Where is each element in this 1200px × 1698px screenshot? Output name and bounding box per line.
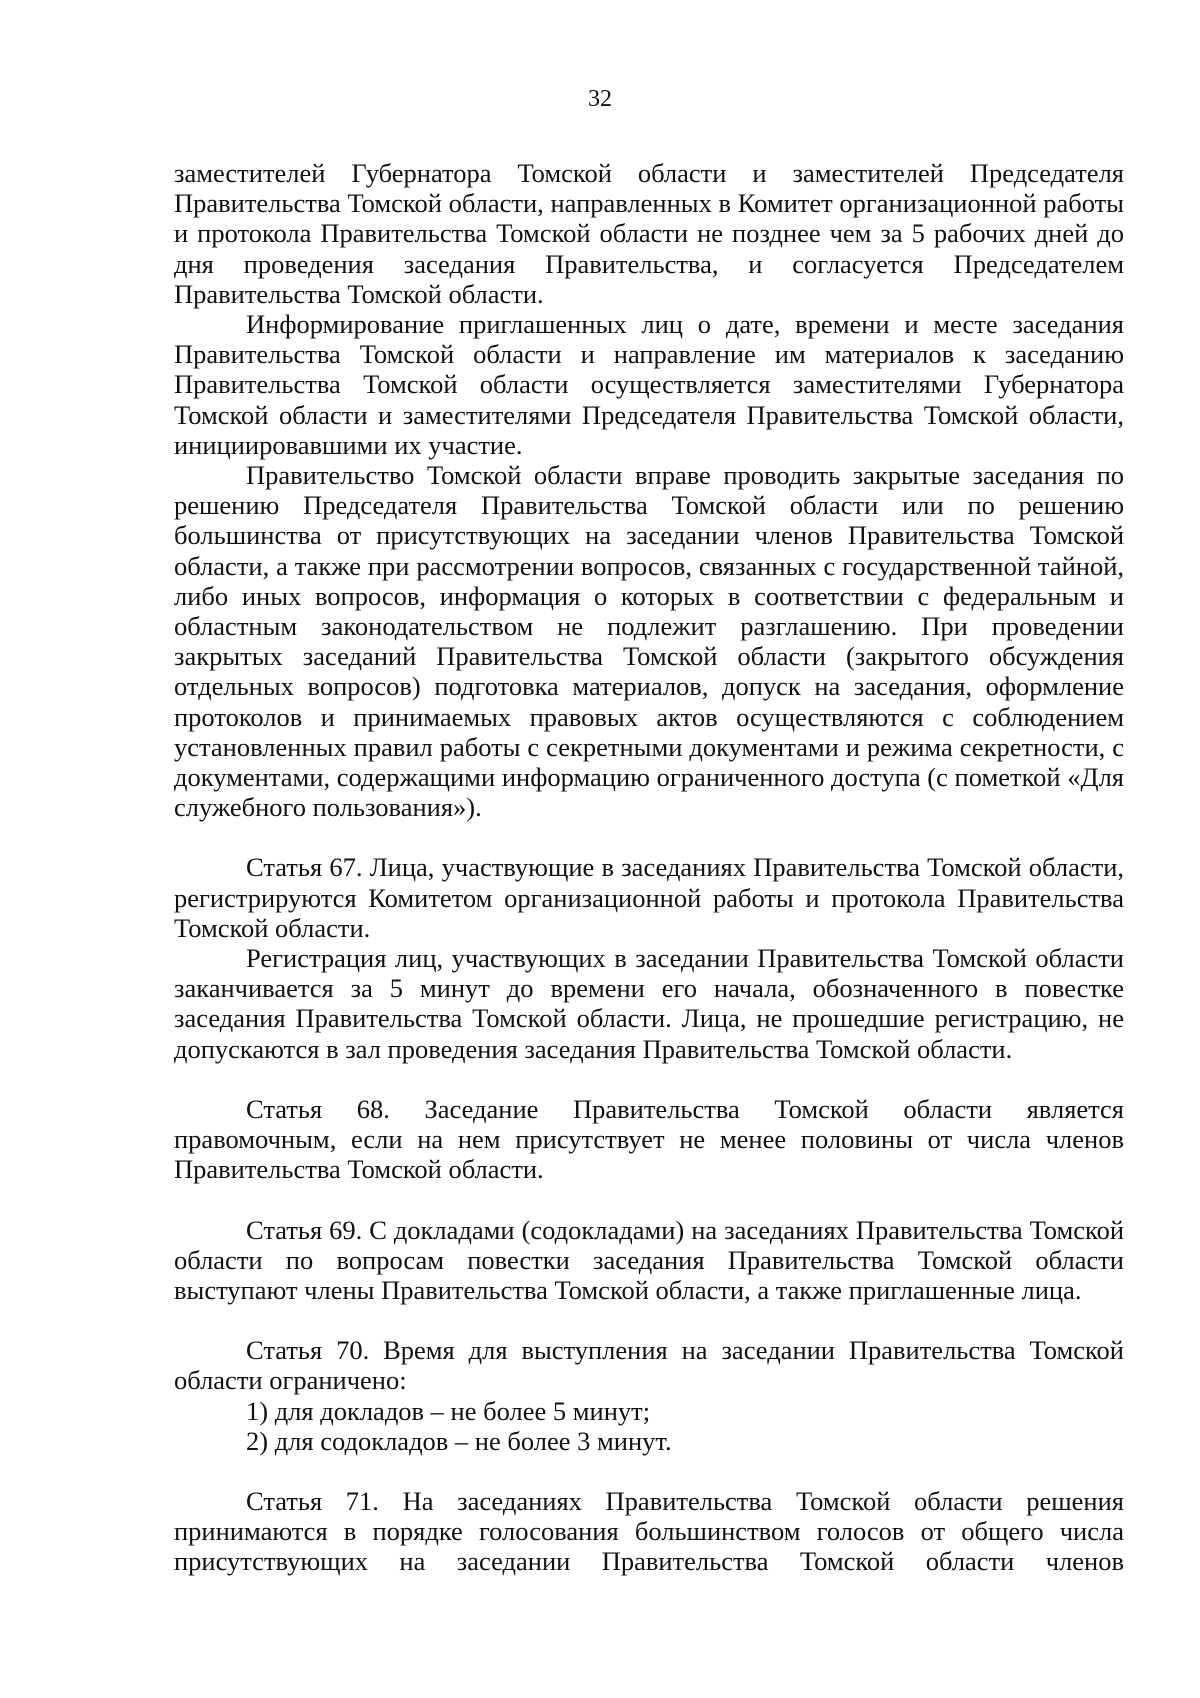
list-item: 1) для докладов – не более 5 минут; <box>246 1395 651 1426</box>
paragraph: заместителей Губернатора Томской области и заместителей Председателя Правительства Томской области, направленных в Комитет организационной работы и протокола Правительства Томской области не позднее чем за 5 рабочих дней до дня проведения заседания Правительства, и согласуется Председателем Правительства Томской области. <box>174 158 1124 309</box>
paragraph: Информирование приглашенных лиц о дате, времени и месте заседания Правительства Томской области и направление им материалов к заседанию Правительства Томской области осуществляется заместителями Губернатора Томской области и заместителями Председателя Правительства Томской области, инициировавшими их участие. <box>174 309 1124 460</box>
article-71: Статья 71. На заседаниях Правительства Томской области решения принимаются в порядке голосования большинством голосов от общего числа присутствующих на заседании Правительства Томской области членов <box>174 1485 1124 1577</box>
article-67: Статья 67. Лица, участвующие в заседаниях Правительства Томской области, регистрируются Комитетом организационной работы и протокола Правительства Томской области. <box>174 852 1124 943</box>
paragraph: Правительство Томской области вправе проводить закрытые заседания по решению Председателя Правительства Томской области или по решению большинства от присутствующих на заседании членов Правительства Томской области, а также при рассмотрении вопросов, связанных с государственной тайной, либо иных вопросов, информация о которых в соответствии с федеральным и областным законодательством не подлежит разглашению. При проведении закрытых заседаний Правительства Томской области (закрытого обсуждения отдельных вопросов) подготовка материалов, допуск на заседания, оформление протоколов и принимаемых правовых актов осуществляются с соблюдением установленных правил работы с секретными документами и режима секретности, с документами, содержащими информацию ограниченного доступа (с пометкой «Для служебного пользования»). <box>174 460 1124 823</box>
article-70: Статья 70. Время для выступления на заседании Правительства Томской области ограничено: <box>174 1335 1124 1396</box>
list-item: 2) для содокладов – не более 3 минут. <box>246 1425 672 1456</box>
paragraph: Регистрация лиц, участвующих в заседании Правительства Томской области заканчивается за 5 минут до времени его начала, обозначенного в повестке заседания Правительства Томской области. Лица, не прошедшие регистрацию, не допускаются в зал проведения заседания Правительства Томской области. <box>174 943 1124 1064</box>
document-body <box>174 158 1124 1577</box>
article-69: Статья 69. С докладами (содокладами) на заседаниях Правительства Томской области по вопросам повестки заседания Правительства Томской области выступают члены Правительства Томской области, а также приглашенные лица. <box>174 1214 1124 1305</box>
page-number: 32 <box>588 86 612 112</box>
article-68: Статья 68. Заседание Правительства Томской области является правомочным, если на нем присутствует не менее половины от числа членов Правительства Томской области. <box>174 1093 1124 1185</box>
